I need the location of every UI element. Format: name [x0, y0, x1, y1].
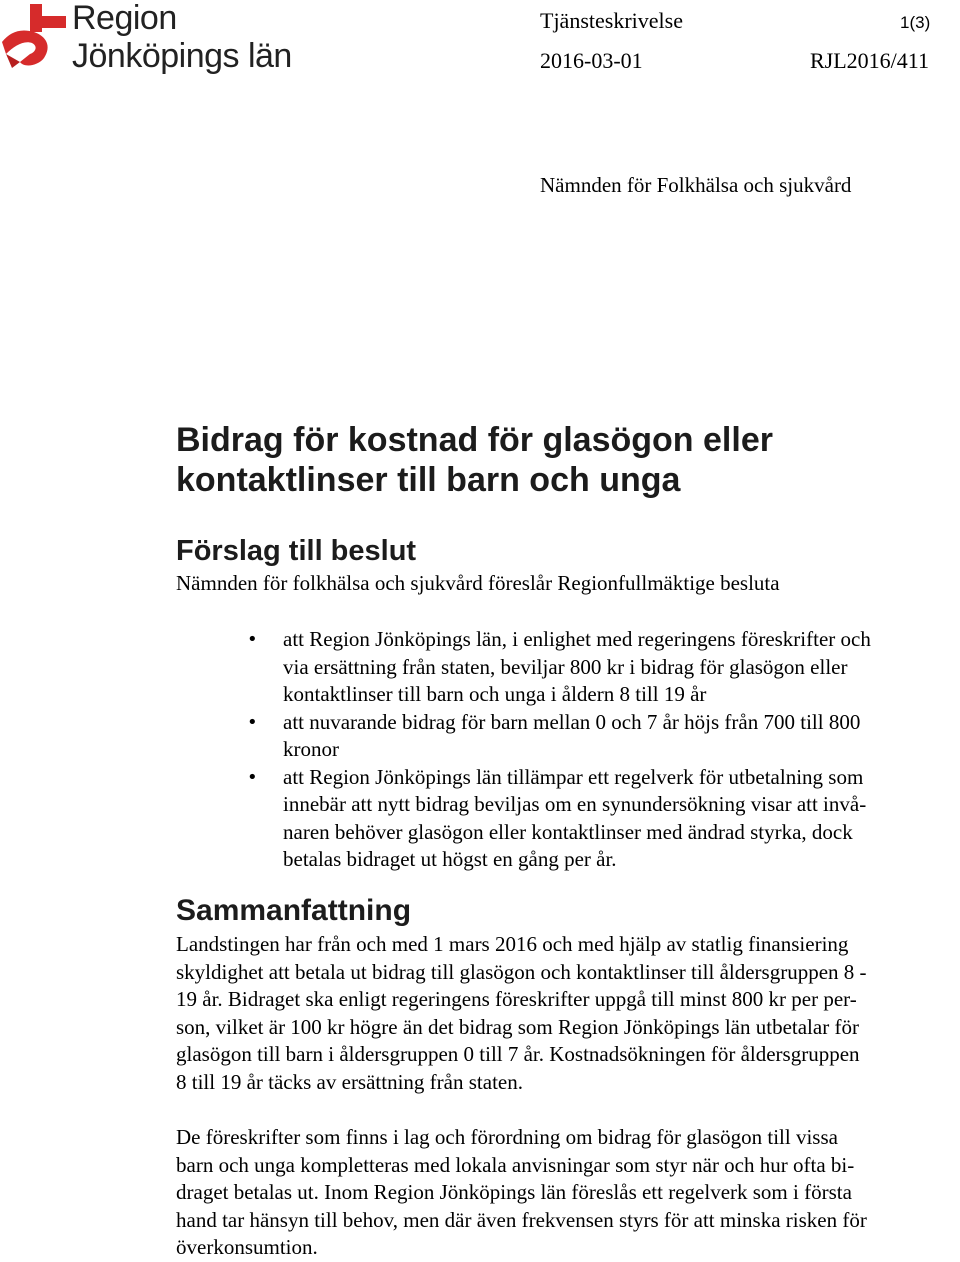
text-line: kontaktlinser till barn och unga i åldern 8 till 19 år — [283, 682, 707, 706]
text-line: innebär att nytt bidrag beviljas om en synundersökning visar att invå- — [283, 792, 867, 816]
list-item-text — [283, 764, 960, 874]
document-type: Tjänsteskrivelse — [540, 8, 683, 33]
summary-paragraph — [176, 1124, 867, 1262]
text-line: naren behöver glasögon eller kontaktlinser med ändrad styrka, dock — [283, 819, 853, 844]
text-line: barn och unga kompletteras med lokala anvisningar som styr när och hur ofta bi- — [176, 1152, 855, 1177]
list-item — [0, 709, 960, 764]
document-date: 2016-03-01 — [540, 48, 643, 73]
text-line: glasögon till barn i åldersgruppen 0 till 7 år. Kostnadsökningen för åldersgruppen — [176, 1042, 860, 1066]
text-line: betalas bidraget ut högst en gång per år. — [283, 847, 617, 871]
text-line: att nuvarande bidrag för barn mellan 0 och 7 år höjs från 700 till 800 — [283, 709, 861, 734]
text-line: överkonsumtion. — [176, 1235, 318, 1259]
document-reference: RJL2016/411 — [810, 48, 929, 73]
logo-text-county: Jönköpings län — [72, 37, 292, 75]
list-item-text — [283, 626, 960, 709]
proposal-intro: Nämnden för folkhälsa och sjukvård föreslår Regionfullmäktige besluta — [176, 571, 780, 595]
list-item-text — [283, 709, 960, 764]
title-line: kontaktlinser till barn och unga — [176, 461, 681, 499]
page-number: 1(3) — [900, 13, 931, 32]
list-item — [0, 626, 960, 709]
text-line: att Region Jönköpings län tillämpar ett regelverk för utbetalning som — [283, 764, 864, 789]
text-line: hand tar hänsyn till behov, men där även frekvensen styrs för att minska risken för — [176, 1207, 867, 1232]
text-line: draget betalas ut. Inom Region Jönköpings län föreslås ett regelverk som i första — [176, 1180, 852, 1204]
text-line: via ersättning från staten, beviljar 800 kr i bidrag för glasögon eller — [283, 654, 848, 679]
text-line: att Region Jönköpings län, i enlighet med regeringens föreskrifter och — [283, 627, 871, 651]
summary-heading: Sammanfattning — [176, 894, 412, 927]
proposal-heading: Förslag till beslut — [176, 535, 417, 567]
text-line: 8 till 19 år täcks av ersättning från staten. — [176, 1069, 523, 1094]
text-line: skyldighet att betala ut bidrag till glasögon och kontaktlinser till åldersgruppen 8 - — [176, 959, 867, 984]
bullet-icon: • — [247, 766, 258, 788]
region-logo — [0, 0, 300, 76]
decision-list — [0, 626, 960, 874]
list-item — [0, 764, 960, 874]
text-line: 19 år. Bidraget ska enligt regeringens föreskrifter uppgå till minst 800 kr per per- — [176, 987, 857, 1011]
logo-text-region: Region — [72, 0, 177, 37]
bullet-icon: • — [247, 629, 258, 650]
bullet-icon: • — [247, 711, 258, 733]
title-line: Bidrag för kostnad för glasögon eller — [176, 421, 773, 459]
text-line: son, vilket är 100 kr högre än det bidrag som Region Jönköpings län utbetalar för — [176, 1014, 859, 1039]
page-title — [176, 420, 936, 500]
text-line: De föreskrifter som finns i lag och förordning om bidrag för glasögon till vissa — [176, 1125, 838, 1149]
text-line: kronor — [283, 737, 339, 761]
region-logo-icon — [0, 2, 68, 72]
text-line: Landstingen har från och med 1 mars 2016 och med hjälp av statlig finansiering — [176, 932, 849, 956]
summary-paragraph — [176, 931, 867, 1096]
recipient: Nämnden för Folkhälsa och sjukvård — [540, 173, 852, 197]
